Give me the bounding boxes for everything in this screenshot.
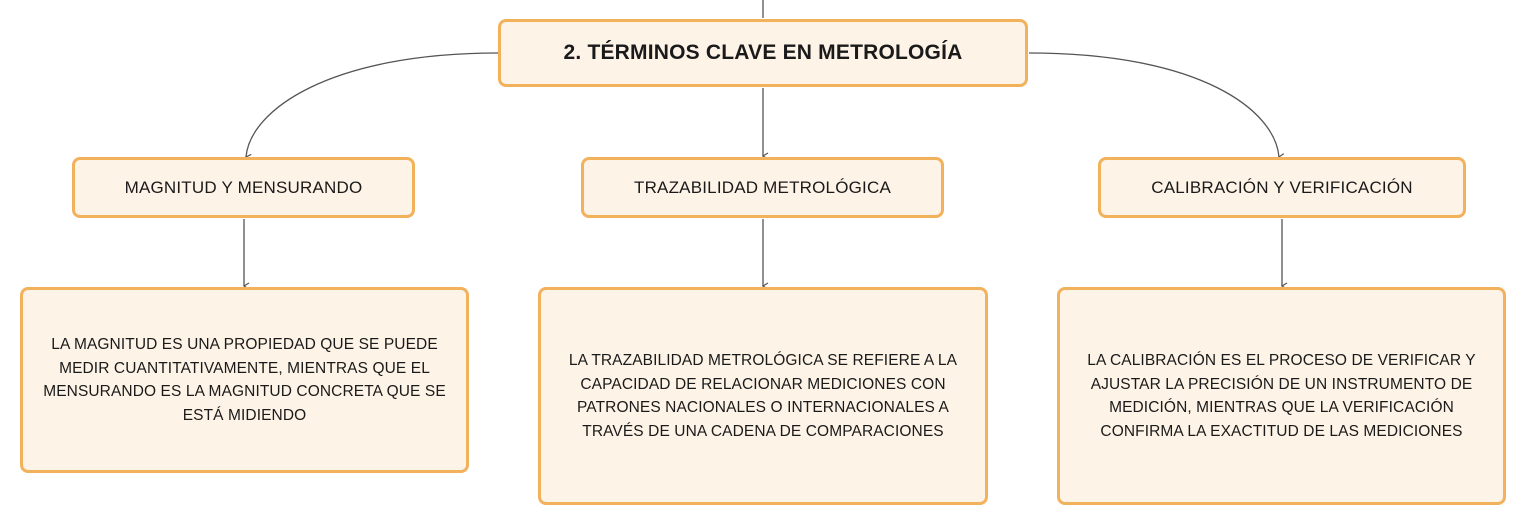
detail-node-calibracion[interactable]: [1057, 287, 1506, 505]
root-to-topic-1-connector: [246, 53, 498, 157]
topic-node-calibracion[interactable]: [1098, 157, 1466, 218]
topic-node-label: TRAZABILIDAD METROLÓGICA: [633, 177, 891, 197]
detail-node-text: LA TRAZABILIDAD METROLÓGICA SE REFIERE A LA CAPACIDAD DE RELACIONAR MEDICIONES CON PATRONES NACIONALES O INTERNACIONALES A TRAVÉS DE UNA CADENA DE COMPARACIONES: [568, 352, 958, 440]
detail-node-magnitud[interactable]: [20, 287, 469, 473]
detail-node-trazabilidad[interactable]: [538, 287, 988, 505]
topic-node-magnitud[interactable]: [72, 157, 415, 218]
root-node-label: 2. TÉRMINOS CLAVE EN METROLOGÍA: [563, 41, 963, 64]
root-node[interactable]: [498, 19, 1028, 87]
detail-node-text: LA MAGNITUD ES UNA PROPIEDAD QUE SE PUEDE MEDIR CUANTITATIVAMENTE, MIENTRAS QUE EL MENSURANDO ES LA MAGNITUD CONCRETA QUE SE ESTÁ MIDIENDO: [43, 336, 446, 424]
topic-node-label: MAGNITUD Y MENSURANDO: [124, 177, 363, 197]
root-to-topic-3-connector: [1029, 53, 1279, 157]
topic-node-trazabilidad[interactable]: [581, 157, 944, 218]
detail-node-text: LA CALIBRACIÓN ES EL PROCESO DE VERIFICAR Y AJUSTAR LA PRECISIÓN DE UN INSTRUMENTO DE MEDICIÓN, MIENTRAS QUE LA VERIFICACIÓN CONFIRMA LA EXACTITUD DE LAS MEDICIONES: [1087, 352, 1476, 440]
topic-node-label: CALIBRACIÓN Y VERIFICACIÓN: [1151, 177, 1413, 197]
